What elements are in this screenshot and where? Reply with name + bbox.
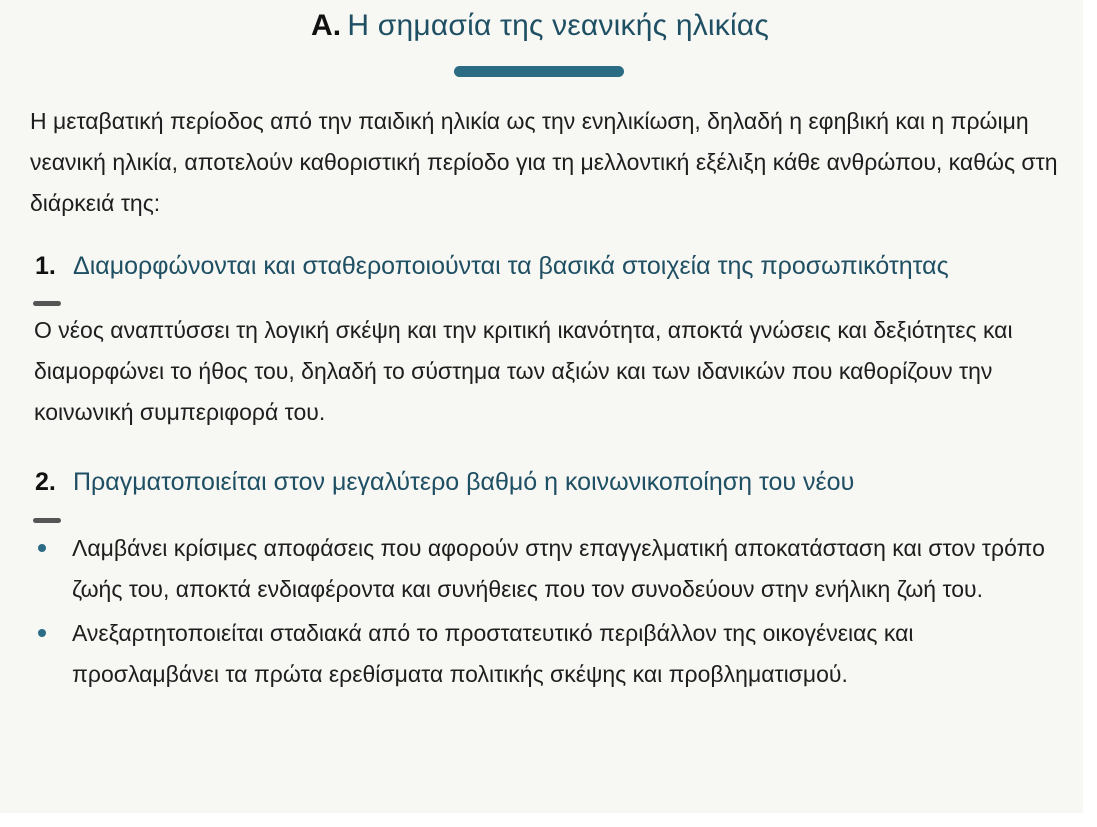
bullet-dot-icon — [38, 544, 46, 552]
section-title: Η σημασία της νεανικής ηλικίας — [347, 9, 770, 42]
subsection-2-heading — [35, 465, 1075, 499]
subsection-2-title: Πραγματοποιείται στον μεγαλύτερο βαθμό η κοινωνικοποίηση του νέου — [73, 468, 855, 496]
subsection-1-title: Διαμορφώνονται και σταθεροποιούνται τα βασικά στοιχεία της προσωπικότητας — [73, 252, 949, 280]
subsection-1-paragraph: Ο νέος αναπτύσσει τη λογική σκέψη και την κριτική ικανότητα, αποκτά γνώσεις και δεξιότητες και διαμορφώνει το ήθος του, δηλαδή το σύστημα των αξιών και των ιδανικών που καθορίζουν την κοινωνική συμπεριφορά του. — [34, 317, 1013, 425]
list-item — [36, 528, 1066, 610]
section-heading — [0, 6, 1080, 46]
subsection-1-number: 1. — [35, 252, 56, 280]
subsection-2-bullet-list — [36, 528, 1066, 698]
intro-paragraph: Η μεταβατική περίοδος από την παιδική ηλικία ως την ενηλικίωση, δηλαδή η εφηβική και η πρώιμη νεανική ηλικία, αποτελούν καθοριστική περίοδο για τη μελλοντική εξέλιξη κάθε ανθρώπου, καθώς στη διάρκειά της: — [30, 108, 1058, 216]
list-item — [36, 613, 1066, 695]
bullet-text: Λαμβάνει κρίσιμες αποφάσεις που αφορούν στην επαγγελματική αποκατάσταση και στον τρόπο ζωής του, αποκτά ενδιαφέροντα και συνήθειες που τον συνοδεύουν στην ενήλικη ζωή του. — [72, 535, 1045, 602]
subsection-2-marker — [33, 518, 61, 523]
subsection-1-marker — [33, 301, 61, 306]
bullet-text: Ανεξαρτητοποιείται σταδιακά από το προστατευτικό περιβάλλον της οικογένειας και προσλαμβάνει τα πρώτα ερεθίσματα πολιτικής σκέψης και προβληματισμού. — [72, 620, 914, 687]
subsection-1-heading — [35, 249, 1075, 283]
page-edge-bottom — [0, 813, 1097, 827]
title-underline-bar — [454, 66, 624, 77]
bullet-dot-icon — [38, 629, 46, 637]
page-edge-right — [1083, 0, 1097, 827]
section-letter: Α. — [310, 9, 342, 42]
subsection-2-number: 2. — [35, 468, 56, 496]
